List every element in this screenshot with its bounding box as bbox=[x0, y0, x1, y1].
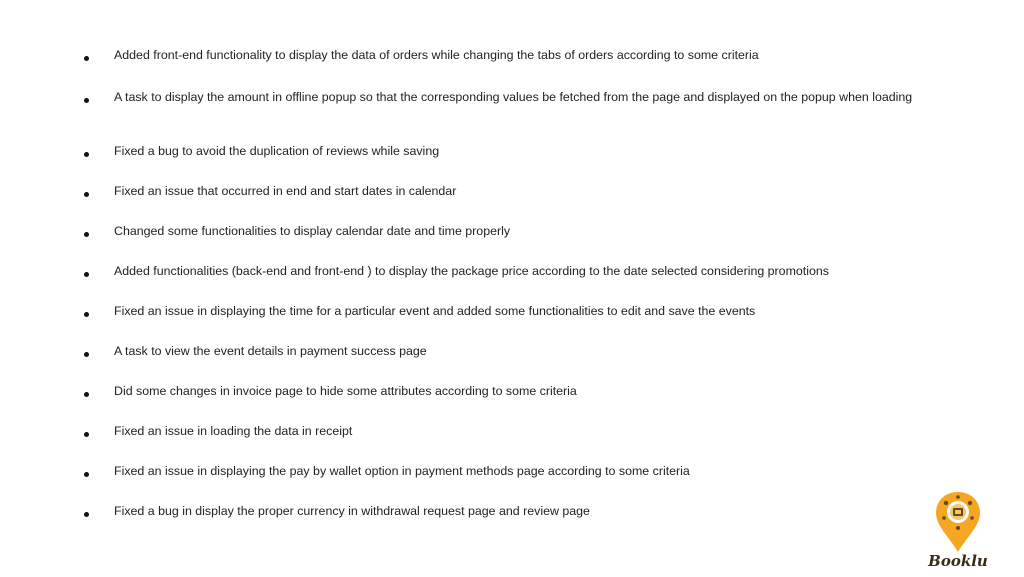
bullet-text: Changed some functionalities to display calendar date and time properly bbox=[114, 224, 511, 238]
list-item bbox=[84, 90, 944, 105]
list-item bbox=[84, 144, 944, 159]
bullet-icon bbox=[84, 432, 89, 437]
bullet-text: Added front-end functionality to display the data of orders while changing the tabs of orders according to some criteria bbox=[114, 48, 759, 62]
bullet-icon bbox=[84, 472, 89, 477]
bullet-text: Fixed an issue in displaying the pay by wallet option in payment methods page according to some criteria bbox=[114, 464, 690, 478]
list-item bbox=[84, 424, 944, 439]
bullet-text: Fixed an issue in displaying the time for a particular event and added some functionalities to edit and save the events bbox=[114, 304, 756, 318]
bullet-icon bbox=[84, 512, 89, 517]
list-item bbox=[84, 304, 944, 319]
logo-wordmark: Booklu bbox=[928, 552, 988, 570]
bullet-text: A task to display the amount in offline popup so that the corresponding values be fetched from the page and displayed on the popup when loading bbox=[114, 90, 913, 104]
bullet-icon bbox=[84, 392, 89, 397]
list-item bbox=[84, 464, 944, 479]
bullet-text: Fixed an issue in loading the data in receipt bbox=[114, 424, 353, 438]
bullet-icon bbox=[84, 192, 89, 197]
bullet-text: Fixed a bug to avoid the duplication of reviews while saving bbox=[114, 144, 440, 158]
booklu-logo bbox=[922, 488, 994, 572]
bullet-icon bbox=[84, 152, 89, 157]
bullet-text: Fixed a bug in display the proper currency in withdrawal request page and review page bbox=[114, 504, 590, 518]
bullet-text: Did some changes in invoice page to hide some attributes according to some criteria bbox=[114, 384, 577, 398]
bullet-text: Fixed an issue that occurred in end and start dates in calendar bbox=[114, 184, 457, 198]
list-item bbox=[84, 384, 944, 399]
list-item bbox=[84, 504, 944, 519]
bullet-icon bbox=[84, 312, 89, 317]
bullet-icon bbox=[84, 352, 89, 357]
list-item bbox=[84, 264, 944, 279]
list-item bbox=[84, 184, 944, 199]
bullet-icon bbox=[84, 98, 89, 103]
list-item bbox=[84, 48, 944, 63]
bullet-text: A task to view the event details in payment success page bbox=[114, 344, 427, 358]
map-pin-logo-icon bbox=[922, 488, 994, 572]
bullet-icon bbox=[84, 56, 89, 61]
bullet-text: Added functionalities (back-end and front-end ) to display the package price according to the date selected considering promotions bbox=[114, 264, 829, 278]
list-item bbox=[84, 344, 944, 359]
bullet-icon bbox=[84, 272, 89, 277]
list-item bbox=[84, 224, 944, 239]
bullet-icon bbox=[84, 232, 89, 237]
